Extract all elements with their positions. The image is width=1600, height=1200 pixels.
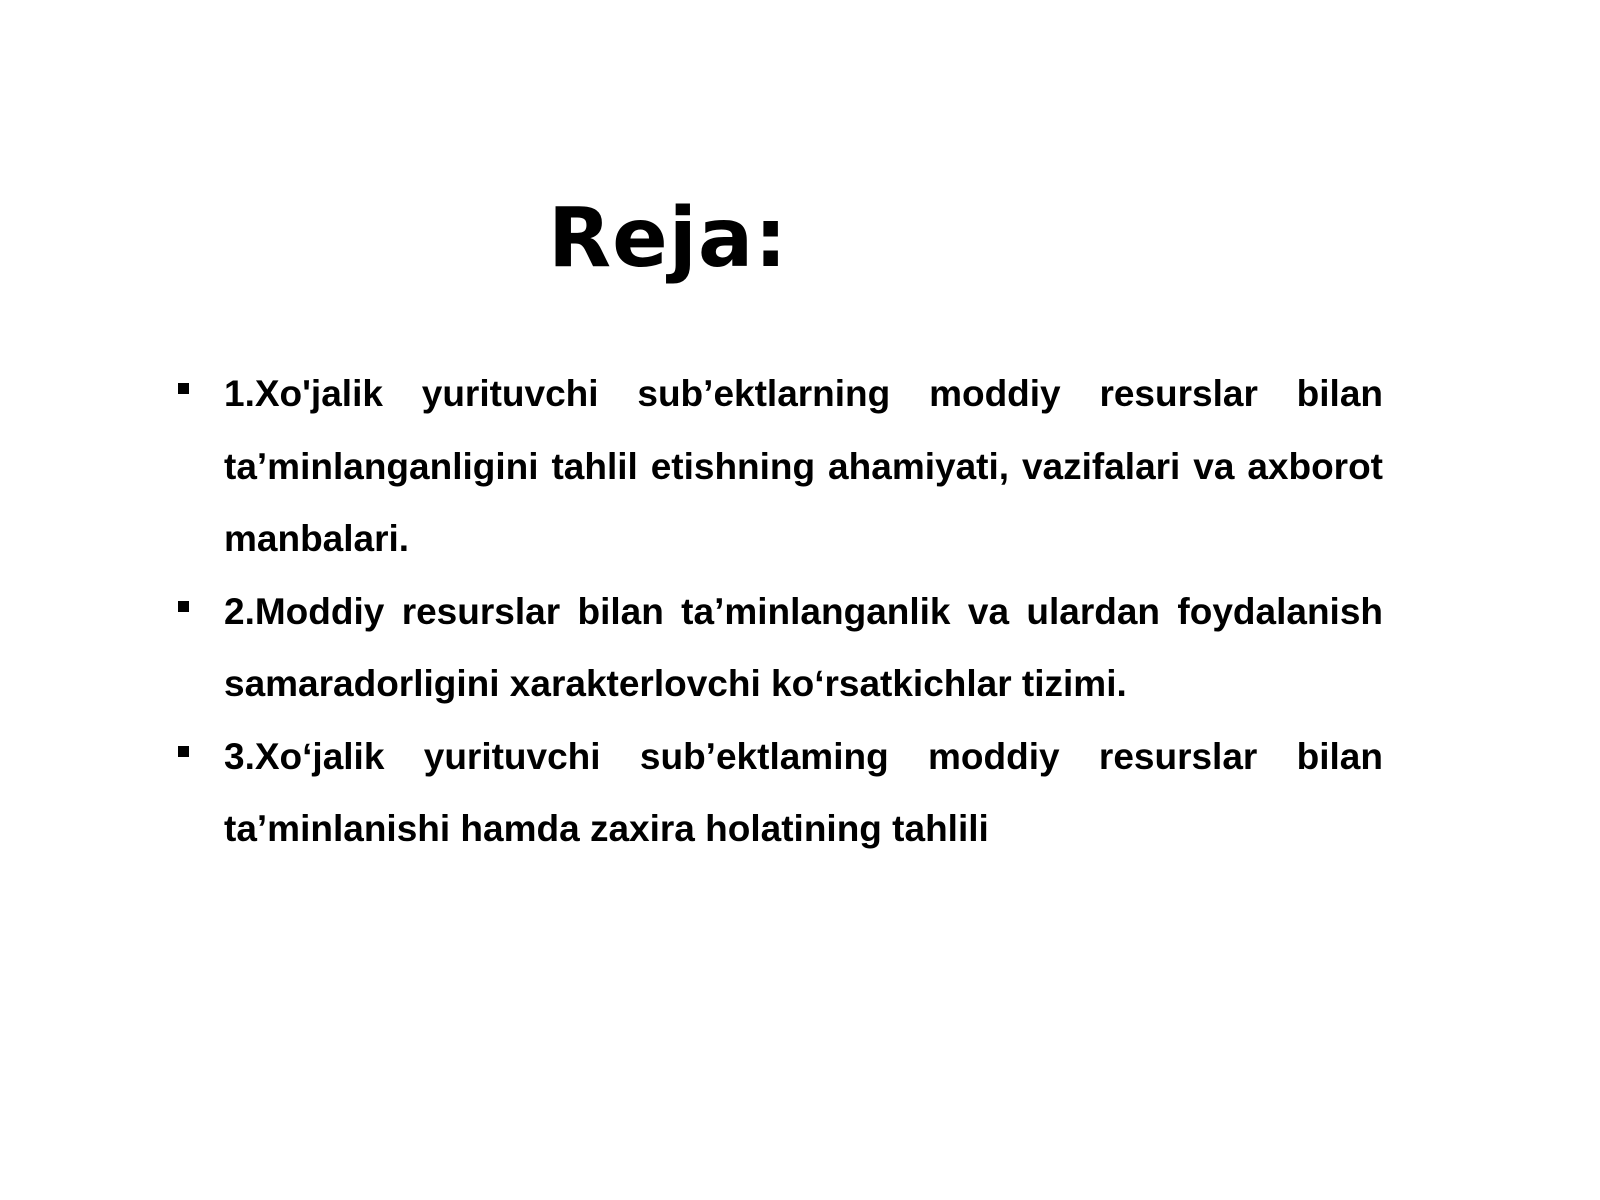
list-item [178, 721, 1383, 866]
list-item [178, 576, 1383, 721]
list-item-text: 1.Xo'jalik yurituvchi sub’ektlarning moddiy resurslar bilan ta’minlanganligini tahlil etishning ahamiyati, vazifalari va axborot manbalari. [224, 373, 1383, 559]
square-bullet-icon [178, 601, 189, 612]
list-item-text: 2.Moddiy resurslar bilan ta’minlanganlik va ulardan foydalanish samaradorligini xarakterlovchi ko‘rsatkichlar tizimi. [224, 590, 1383, 704]
square-bullet-icon [178, 383, 189, 394]
list-item-text: 3.Xo‘jalik yurituvchi sub’ektlaming moddiy resurslar bilan ta’minlanishi hamda zaxira holatining tahlili [224, 735, 1383, 849]
square-bullet-icon [178, 746, 189, 757]
slide-title: Reja: [548, 191, 788, 286]
list-item [178, 358, 1383, 576]
plan-list [178, 358, 1383, 866]
